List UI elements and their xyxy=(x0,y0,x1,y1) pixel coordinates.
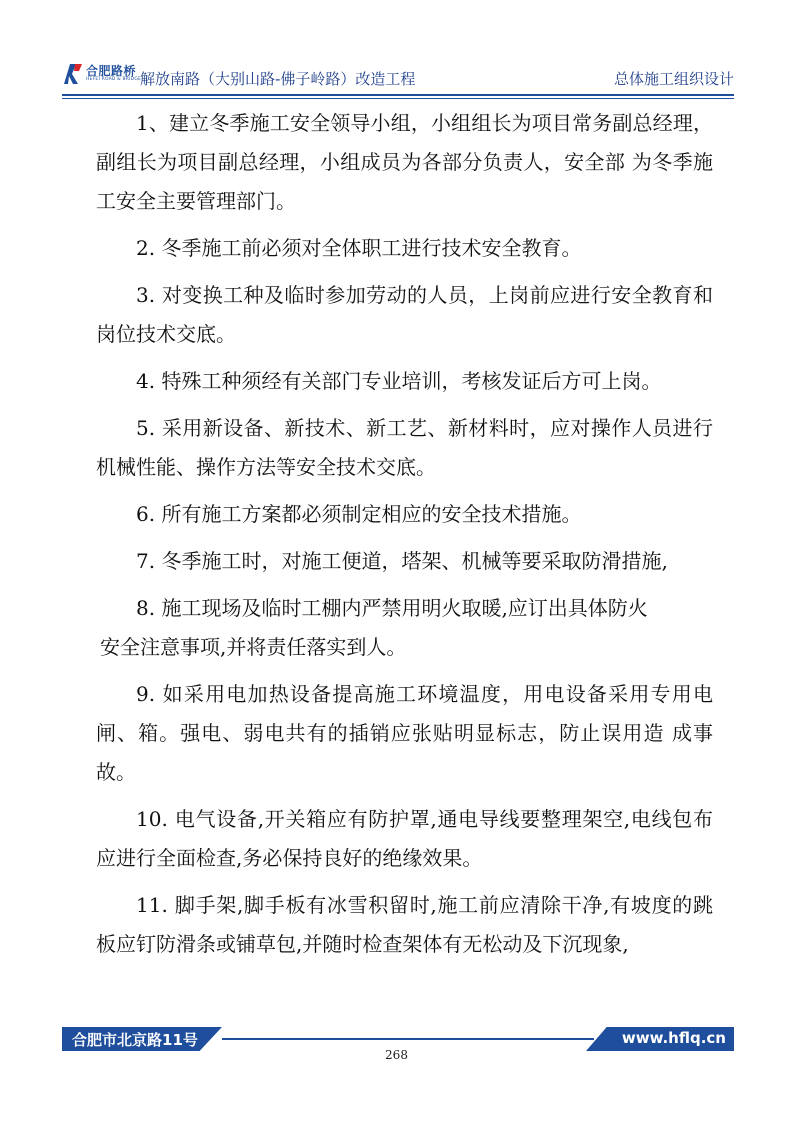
paragraph-2: 2. 冬季施工前必须对全体职工进行技术安全教育。 xyxy=(136,236,582,260)
page-number: 268 xyxy=(385,1048,408,1062)
company-logo xyxy=(62,62,152,88)
paragraph-8-continued: 安全注意事项,并将责任落实到人。 xyxy=(100,635,407,659)
logo-text: 合肥路桥 xyxy=(86,64,137,78)
header-divider xyxy=(62,94,734,96)
logo-icon xyxy=(62,62,84,86)
project-title: 解放南路（大别山路-佛子岭路）改造工程 xyxy=(140,70,416,88)
header-divider-thin xyxy=(62,98,734,99)
paragraph-7: 7. 冬季施工时，对施工便道，塔架、机械等要采取防滑措施, xyxy=(136,549,668,573)
footer-address: 合肥市北京路11号 xyxy=(72,1031,198,1049)
paragraph-9: 9. 如采用电加热设备提高施工环境温度，用电设备采用专用电闸、箱。强电、弱电共有的插销应张贴明显标志，防止误用造 成事故。 xyxy=(96,682,713,784)
page-header xyxy=(62,58,734,94)
paragraph-6: 6. 所有施工方案都必须制定相应的安全技术措施。 xyxy=(136,502,582,526)
paragraph-8: 8. 施工现场及临时工棚内严禁用明火取暖,应订出具体防火 xyxy=(136,596,648,620)
paragraph-4: 4. 特殊工种须经有关部门专业培训，考核发证后方可上岗。 xyxy=(136,369,662,393)
paragraph-5: 5. 采用新设备、新技术、新工艺、新材料时，应对操作人员进行机械性能、操作方法等安全技术交底。 xyxy=(96,416,713,479)
footer-website: www.hflq.cn xyxy=(621,1029,726,1047)
logo-subtext: HEFEI ROAD & BRIDGE xyxy=(86,77,142,82)
paragraph-11: 11. 脚手架,脚手板有冰雪积留时,施工前应清除干净,有坡度的跳板应钉防滑条或铺草包,并随时检查架体有无松动及下沉现象, xyxy=(96,893,713,956)
paragraph-10: 10. 电气设备,开关箱应有防护罩,通电导线要整理架空,电线包布应进行全面检查,务必保持良好的绝缘效果。 xyxy=(96,807,713,870)
document-body xyxy=(96,104,713,972)
paragraph-1: 1、建立冬季施工安全领导小组，小组组长为项目常务副总经理，副组长为项目副总经理，小组成员为各部分负责人，安全部 为冬季施工安全主要管理部门。 xyxy=(96,111,713,213)
footer-divider xyxy=(222,1038,594,1040)
document-title: 总体施工组织设计 xyxy=(613,70,734,88)
paragraph-3: 3. 对变换工种及临时参加劳动的人员，上岗前应进行安全教育和岗位技术交底。 xyxy=(96,283,713,346)
